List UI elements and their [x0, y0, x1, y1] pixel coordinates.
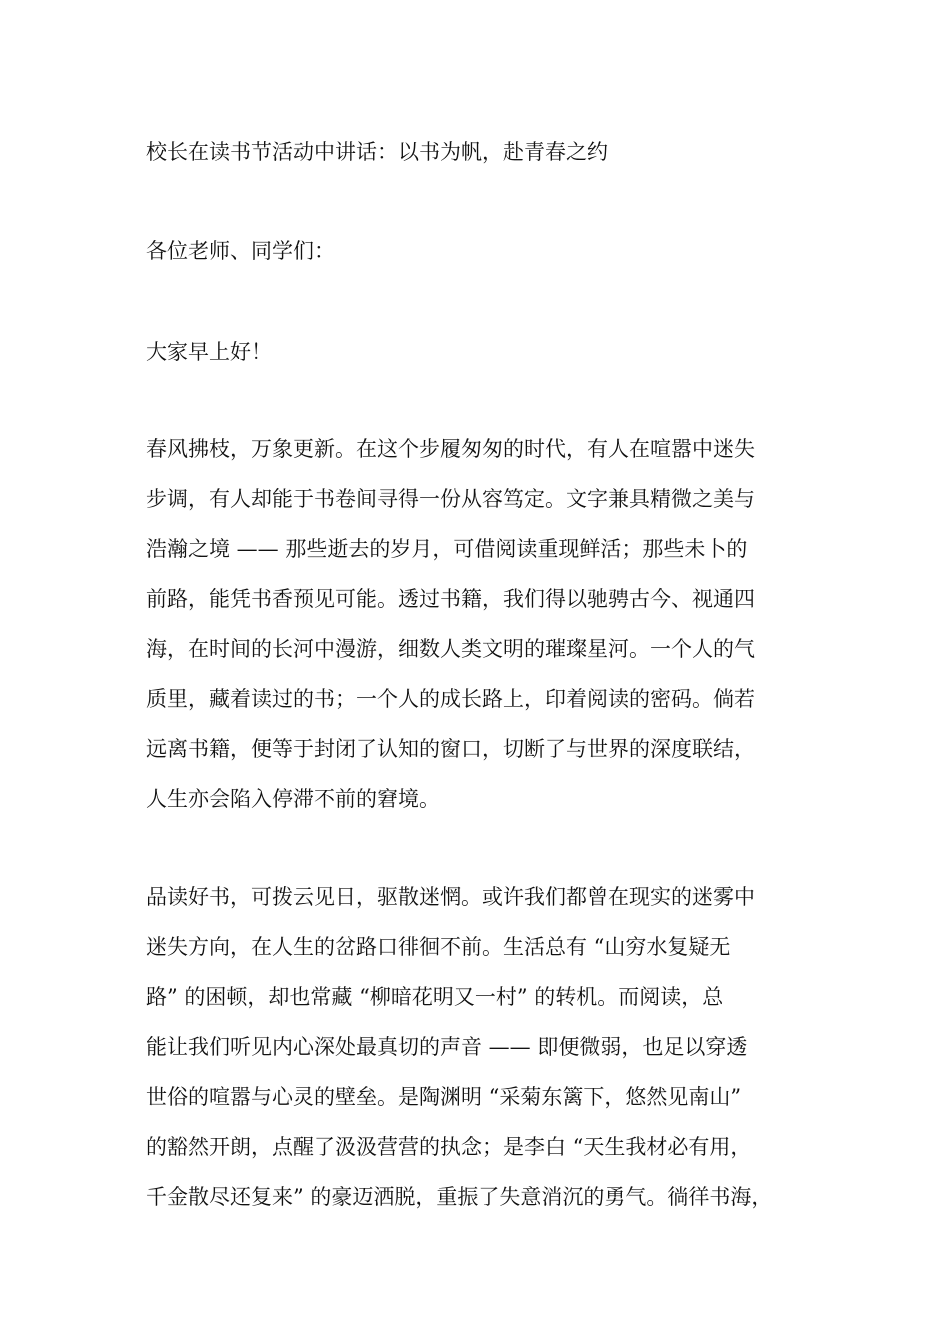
salutation: [146, 236, 826, 266]
paragraph-line: 远离书籍，便等于封闭了认知的窗口，切断了与世界的深度联结，: [146, 737, 755, 761]
paragraph-line: 浩瀚之境 —— 那些逝去的岁月，可借阅读重现鲜活；那些未卜的: [146, 537, 748, 561]
paragraph-1: [146, 434, 826, 834]
paragraph-line: 人生亦会陷入停滞不前的窘境。: [146, 787, 440, 811]
paragraph-line: 海，在时间的长河中漫游，细数人类文明的璀璨星河。一个人的气: [146, 637, 755, 661]
paragraph-line: 路” 的困顿，却也常藏 “柳暗花明又一村” 的转机。而阅读，总: [146, 985, 724, 1009]
paragraph-line: 前路，能凭书香预见可能。透过书籍，我们得以驰骋古今、视通四: [146, 587, 755, 611]
greeting-line: 大家早上好！: [146, 340, 272, 364]
paragraph-line: 迷失方向，在人生的岔路口徘徊不前。生活总有 “山穷水复疑无: [146, 935, 731, 959]
greeting: [146, 337, 826, 367]
paragraph-line: 千金散尽还复来” 的豪迈洒脱，重振了失意消沉的勇气。徜徉书海，: [146, 1185, 773, 1209]
paragraph-line: 世俗的喧嚣与心灵的壁垒。是陶渊明 “采菊东篱下，悠然见南山”: [146, 1085, 742, 1109]
paragraph-line: 春风拂枝，万象更新。在这个步履匆匆的时代，有人在喧嚣中迷失: [146, 437, 755, 461]
paragraph-2: [146, 882, 826, 1232]
paragraph-line: 能让我们听见内心深处最真切的声音 —— 即便微弱，也足以穿透: [146, 1035, 748, 1059]
paragraph-line: 品读好书，可拨云见日，驱散迷惘。或许我们都曾在现实的迷雾中: [146, 885, 755, 909]
document-title: [146, 137, 826, 167]
title-line: 校长在读书节活动中讲话：以书为帆，赴青春之约: [146, 140, 608, 164]
paragraph-line: 质里，藏着读过的书；一个人的成长路上，印着阅读的密码。倘若: [146, 687, 755, 711]
paragraph-line: 的豁然开朗，点醒了汲汲营营的执念；是李白 “天生我材必有用，: [146, 1135, 752, 1159]
paragraph-line: 步调，有人却能于书卷间寻得一份从容笃定。文字兼具精微之美与: [146, 487, 755, 511]
salutation-line: 各位老师、同学们：: [146, 239, 335, 263]
